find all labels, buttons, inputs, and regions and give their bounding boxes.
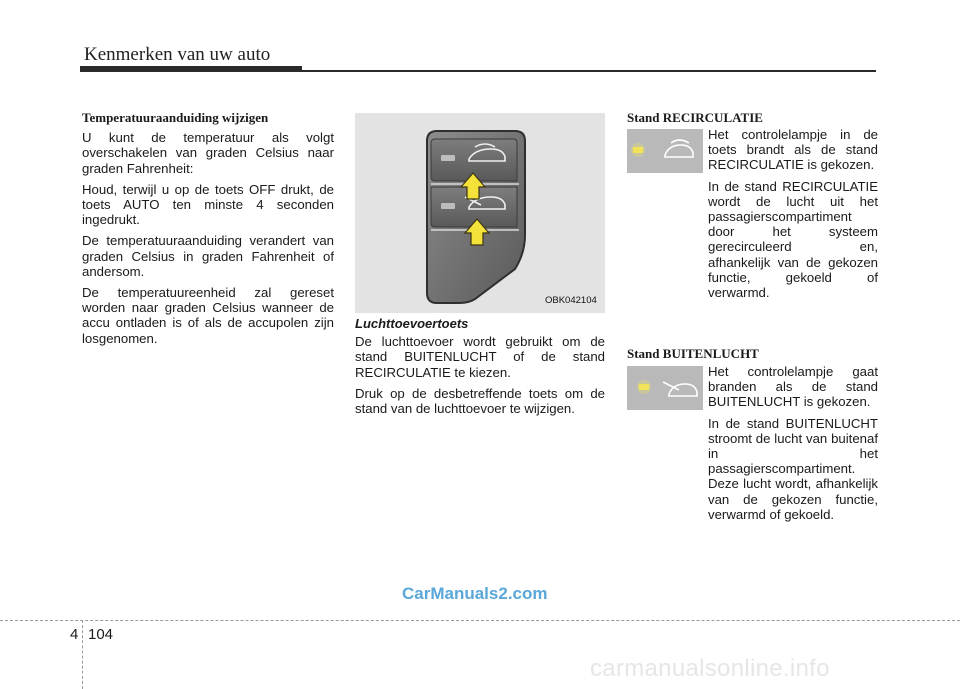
outside-air-heading: Stand BUITENLUCHT bbox=[627, 346, 759, 361]
outside-air-text bbox=[708, 364, 878, 528]
page-header-title: Kenmerken van uw auto bbox=[84, 44, 271, 65]
recirculation-paragraph: Het controlelampje in de toets brandt als de stand RECIRCULATIE is gekozen. bbox=[708, 127, 878, 173]
column-air-intake bbox=[355, 316, 605, 422]
recirculation-car-icon bbox=[665, 140, 693, 157]
temperature-heading: Temperatuuraanduiding wijzigen bbox=[82, 110, 269, 125]
recirculation-indicator-panel bbox=[627, 129, 703, 173]
header-bar bbox=[80, 66, 302, 72]
air-intake-button-figure bbox=[355, 113, 605, 313]
carmanuals-watermark[interactable]: CarManuals2.com bbox=[402, 584, 548, 603]
outside-air-paragraph: Het controlelampje gaat branden als de stand BUITENLUCHT is gekozen. bbox=[708, 364, 878, 410]
outside-air-paragraph: In de stand BUITENLUCHT stroomt de lucht van buitenaf in het passagierscompartiment. Deze lucht wordt, afhankelijk van de gekozen functie, verwarmd of gekoeld. bbox=[708, 415, 878, 522]
outside-air-car-icon bbox=[663, 382, 697, 396]
column-temperature bbox=[82, 110, 334, 352]
outside-air-indicator-panel bbox=[627, 366, 703, 410]
temperature-paragraph: De temperatuureenheid zal gereset worden naar graden Celsius wanneer de accu ontladen is of als de accupolen zijn losgenomen. bbox=[82, 285, 334, 346]
header-rule bbox=[302, 70, 876, 72]
recirculation-text bbox=[708, 127, 878, 306]
temperature-paragraph: Houd, terwijl u op de toets OFF drukt, de toets AUTO ten minste 4 seconden ingedrukt. bbox=[82, 181, 334, 228]
page-number: 104 bbox=[88, 626, 114, 643]
air-intake-paragraph: De luchttoevoer wordt gebruikt om de stand BUITENLUCHT of de stand RECIRCULATIE te kiezen. bbox=[355, 334, 605, 380]
air-intake-paragraph: Druk op de desbetreffende toets om de stand van de luchttoevoer te wijzigen. bbox=[355, 385, 605, 417]
temperature-paragraph: De temperatuuraanduiding verandert van graden Celsius in graden Fahrenheit of andersom. bbox=[82, 233, 334, 279]
air-intake-heading: Luchttoevoertoets bbox=[355, 316, 469, 331]
site-watermark: carmanualsonline.info bbox=[590, 655, 830, 682]
temperature-paragraph: U kunt de temperatuur als volgt overschakelen van graden Celsius naar graden Fahrenheit: bbox=[82, 130, 334, 176]
button-panel-illustration bbox=[355, 113, 605, 313]
recirculation-heading: Stand RECIRCULATIE bbox=[627, 110, 763, 125]
figure-caption: OBK042104 bbox=[545, 295, 597, 306]
chapter-number: 4 bbox=[70, 626, 79, 643]
recirculation-paragraph: In de stand RECIRCULATIE wordt de lucht uit het passagierscompartiment door het systeem gerecirculeerd en, afhankelijk van de gekozen functie, gekoeld of verwarmd. bbox=[708, 178, 878, 301]
footer-divider bbox=[82, 620, 83, 689]
footer-rule bbox=[0, 620, 960, 621]
